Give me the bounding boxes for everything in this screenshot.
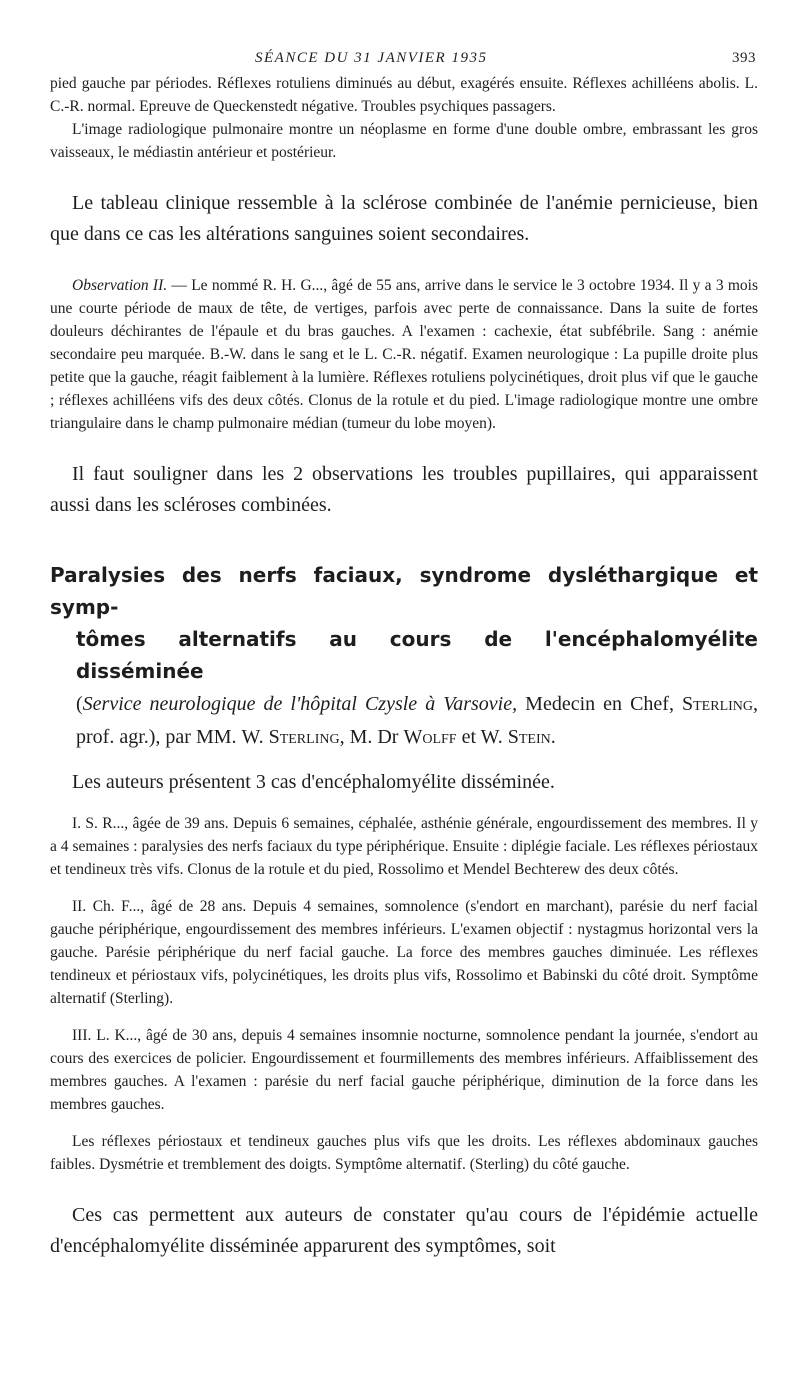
section-attribution: (Service neurologique de l'hôpital Czysle à Varsovie, Medecin en Chef, Sterling, prof. agr.), par MM. W. Sterling, M. Dr Wolff et W. Stein. [76, 693, 758, 748]
observation-2 [50, 274, 758, 435]
case-3-continued: Les réflexes périostaux et tendineux gauches plus vifs que les droits. Les réflexes abdominaux gauches faibles. Dysmétrie et tremblement des doigts. Symptôme alternatif. (Sterling) du côté gauche. [50, 1133, 758, 1173]
running-head [50, 44, 758, 72]
paragraph-clinical-summary: Le tableau clinique ressemble à la sclérose combinée de l'anémie pernicieuse, bien que dans ce cas les altérations sanguines soient secondaires. [50, 192, 758, 245]
paragraph-continued: pied gauche par périodes. Réflexes rotuliens diminués au début, exagérés ensuite. Réflexes achilléens abolis. L. C.-R. normal. Epreuve de Queckenstedt négative. Troubles psychiques passagers. [50, 75, 758, 115]
section-title [50, 559, 758, 687]
paragraph-radiology: L'image radiologique pulmonaire montre un néoplasme en forme d'une double ombre, embrassant les gros vaisseaux, le médiastin antérieur et postérieur. [50, 121, 758, 161]
observation-2-text: — Le nommé R. H. G..., âgé de 55 ans, arrive dans le service le 3 octobre 1934. Il y a 3 mois une courte période de maux de tête, de vertiges, parfois avec perte de connaissance. Dans la suite de fortes douleurs déchirantes de l'épaule et du bras gauches. A l'examen : cachexie, état subfébrile. Sang : anémie secondaire peu marquée. B.-W. dans le sang et le L. C.-R. négatif. Examen neurologique : La pupille droite plus petite que la gauche, réagit faiblement à la lumière. Réflexes rotuliens polycinétiques, droit plus vif que le gauche ; réflexes achilléens vifs des deux côtés. Clonus de la rotule et du pied. L'image radiologique montre une ombre triangulaire dans le champ pulmonaire médian (tumeur du lobe moyen). [50, 277, 759, 432]
paragraph-intro: Les auteurs présentent 3 cas d'encéphalomyélite disséminée. [72, 771, 555, 793]
page-number: 393 [732, 50, 756, 66]
case-2: II. Ch. F..., âgé de 28 ans. Depuis 4 semaines, somnolence (s'endort en marchant), parésie du nerf facial gauche périphérique, engourdissement des membres inférieurs. L'examen objectif : nystagmus horizontal vers la gauche. Parésie périphérique du nerf facial gauche. La force des membres gauches diminuée. Les réflexes tendineux et périostaux vifs, polycinétiques, les droits plus vifs, Rossolimo et Babinski du côté droit. Symptôme alternatif (Sterling). [50, 898, 758, 1007]
case-1: I. S. R..., âgée de 39 ans. Depuis 6 semaines, céphalée, asthénie générale, engourdissement des membres. Il y a 4 semaines : paralysies des nerfs faciaux du type périphérique. Ensuite : diplégie faciale. Les réflexes périostaux et tendineux très vifs. Clonus de la rotule et du pied, Rossolimo et Mendel Bechterew des deux côtés. [50, 815, 758, 878]
section-heading [50, 559, 758, 753]
author-1: W. Sterling [241, 726, 340, 748]
running-head-title: SÉANCE DU 31 JANVIER 1935 [255, 50, 488, 66]
institution: Service neurologique de l'hôpital Czysle à Varsovie, [82, 693, 518, 715]
observation-2-label: Observation II. [72, 277, 168, 294]
section-title-line2: tômes alternatifs au cours de l'encéphalomyélite disséminée [76, 627, 758, 683]
case-3: III. L. K..., âgé de 30 ans, depuis 4 semaines insomnie nocturne, somnolence pendant la journée, s'endort au cours des exercices de policier. Engourdissement et fourmillements des membres inférieurs. Affaiblissement des membres gauches. A l'examen : parésie du nerf facial gauche périphérique, diminution de la force dans les membres gauches. [50, 1027, 758, 1113]
author-3: Stein [507, 726, 551, 748]
paragraph-conclusion: Ces cas permettent aux auteurs de constater qu'au cours de l'épidémie actuelle d'encéphalomyélite disséminée apparurent des symptômes, soit [50, 1204, 758, 1257]
paragraph-pupillary-note: Il faut souligner dans les 2 observations les troubles pupillaires, qui apparaissent aussi dans les scléroses combinées. [50, 463, 758, 516]
section-title-line1: Paralysies des nerfs faciaux, syndrome dysléthargique et symp- [50, 563, 758, 619]
author-2: Wolff [403, 726, 457, 748]
chief-name: Sterling [682, 693, 753, 715]
